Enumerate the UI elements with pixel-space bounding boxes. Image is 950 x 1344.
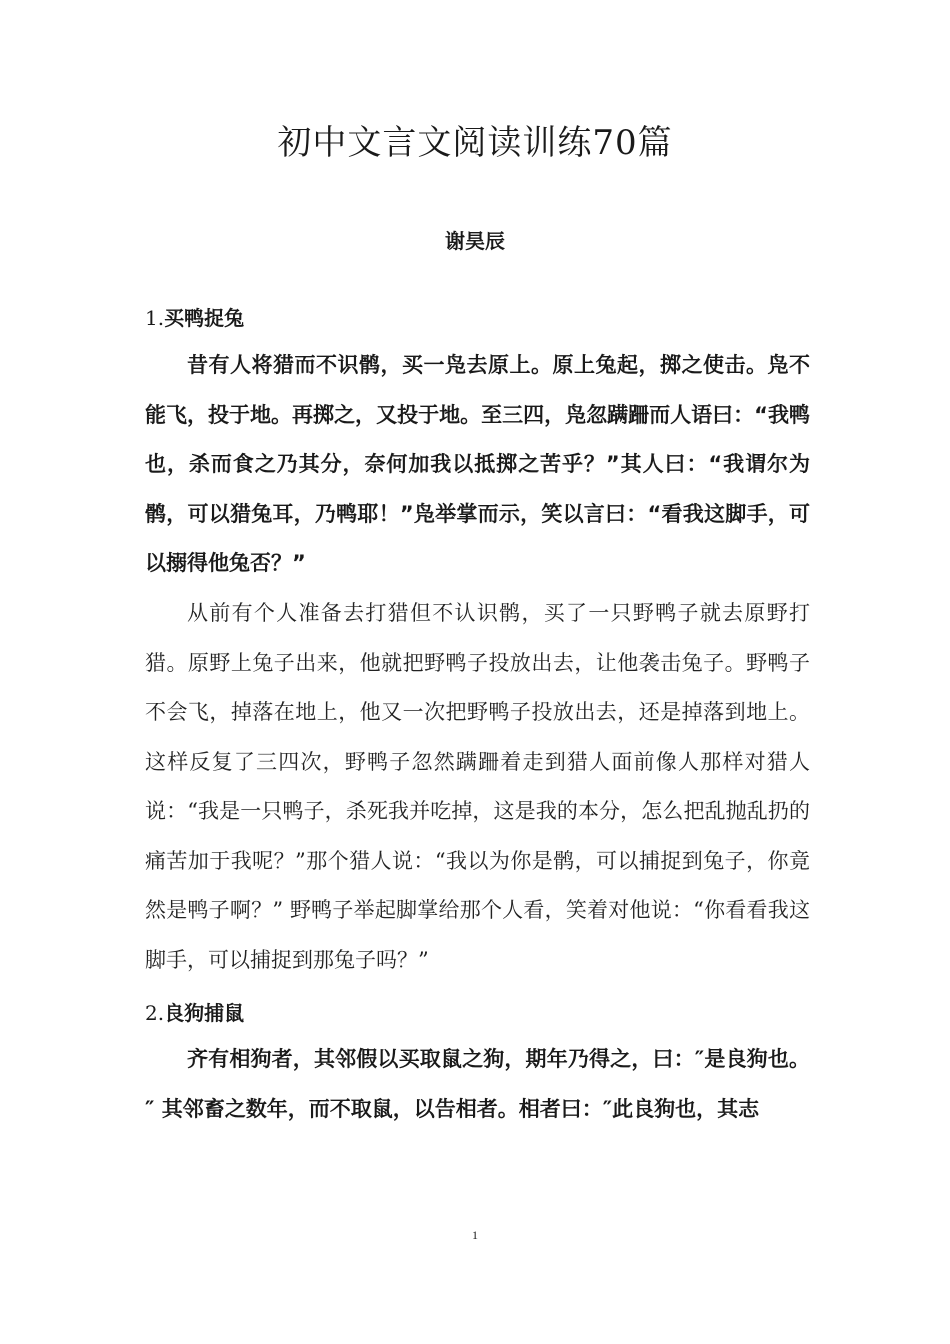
document-author: 谢昊辰	[445, 229, 505, 253]
section-title: 买鸭捉兔	[164, 306, 245, 330]
page-number: 1	[472, 1228, 478, 1242]
section-number: 1.	[145, 306, 165, 330]
document-title: 初中文言文阅读训练70篇	[277, 123, 673, 163]
section-2-original-text: 齐有相狗者，其邻假以买取鼠之狗，期年乃得之，曰：″是良狗也。″ 其邻畜之数年，而不取鼠，以告相者。相者曰：″此良狗也，其志	[145, 1047, 810, 1121]
section-1-translation-text: 从前有个人准备去打猎但不认识鹘，买了一只野鸭子就去原野打猎。原野上兔子出来，他就把野鸭子投放出去，让他袭击兔子。野鸭子不会飞，掉落在地上，他又一次把野鸭子投放出去，还是掉落到地上。这样反复了三四次，野鸭子忽然蹒跚着走到猎人面前像人那样对猎人说：“我是一只鸭子，杀死我并吃掉，这是我的本分，怎么把乱抛乱扔的痛苦加于我呢？”那个猎人说：“我以为你是鹘，可以捕捉到兔子，你竟然是鸭子啊？” 野鸭子举起脚掌给那个人看，笑着对他说：“你看看我这脚手，可以捕捉到那兔子吗？”	[145, 601, 810, 972]
section-number: 2.	[145, 1001, 165, 1025]
section-heading-1	[145, 303, 244, 333]
section-1-original-text: 昔有人将猎而不识鹘，买一凫去原上。原上兔起，掷之使击。凫不能飞，投于地。再掷之，又投于地。至三四，凫忽蹒跚而人语曰：“我鸭也，杀而食之乃其分，奈何加我以抵掷之苦乎？”其人曰：“我谓尔为鹘，可以猎兔耳，乃鸭耶！”凫举掌而示，笑以言曰：“看我这脚手，可以搦得他兔否？”	[145, 353, 810, 575]
section-title: 良狗捕鼠	[164, 1001, 245, 1025]
section-heading-2	[145, 998, 244, 1028]
